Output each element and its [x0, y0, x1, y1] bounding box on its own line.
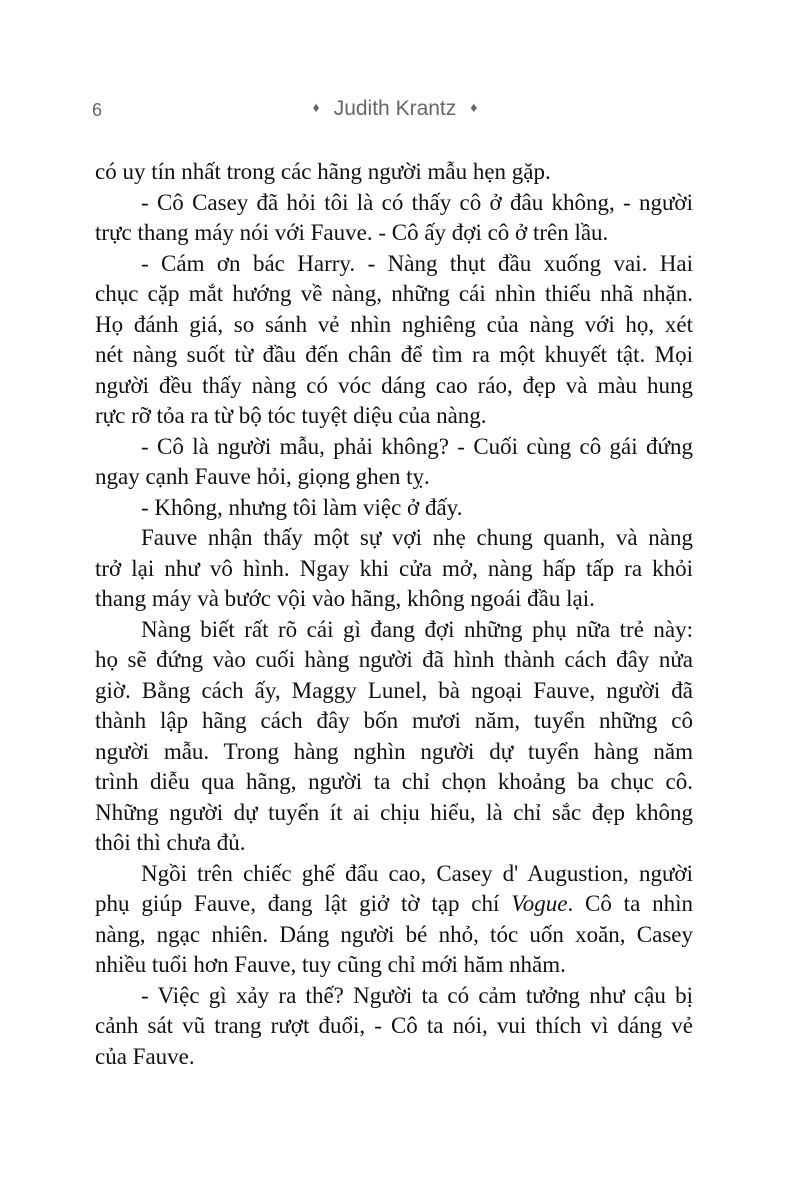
text-line	[95, 1011, 693, 1042]
line-text: trình diễu qua hãng, người ta chỉ chọn khoảng ba chục cô.	[95, 769, 693, 794]
line-text: Những người dự tuyển ít ai chịu hiểu, là chỉ sắc đẹp không	[95, 799, 693, 825]
line-text: trực thang máy nói với Fauve. - Cô ấy đợi cô ở trên lầu.	[95, 220, 609, 245]
text-line	[95, 249, 693, 280]
text-line	[95, 584, 693, 615]
text-line	[95, 859, 693, 890]
line-text: có uy tín nhất trong các hãng người mẫu hẹn gặp.	[95, 159, 551, 184]
line-text: chục cặp mắt hướng về nàng, những cái nhìn thiếu nhã nhặn.	[95, 281, 693, 306]
diamond-ornament-icon: ♦	[312, 99, 320, 115]
line-text: - Cô Casey đã hỏi tôi là có thấy cô ở đâu không, - người	[141, 189, 693, 215]
line-text: rực rỡ tỏa ra từ bộ tóc tuyệt diệu của nàng.	[95, 403, 487, 428]
line-text: trở lại như vô hình. Ngay khi cửa mở, nàng hấp tấp ra khỏi	[95, 555, 693, 581]
line-text: ngay cạnh Fauve hỏi, giọng ghen tỵ.	[95, 464, 430, 489]
body-text	[95, 157, 693, 1072]
italic-title: Vogue	[511, 891, 568, 916]
text-line	[95, 981, 693, 1012]
text-line	[95, 889, 693, 920]
text-line	[95, 920, 693, 951]
line-text: phụ giúp Fauve, đang lật giở tờ tạp chí	[95, 891, 512, 916]
line-text: họ sẽ đứng vào cuối hàng người đã hình thành cách đây nửa	[95, 647, 693, 672]
text-line	[95, 462, 693, 493]
line-text: - Không, nhưng tôi làm việc ở đấy.	[141, 494, 463, 520]
text-line	[95, 615, 693, 646]
text-line	[95, 706, 693, 737]
line-text: - Việc gì xảy ra thế? Người ta có cảm tưởng như cậu bị	[141, 982, 693, 1008]
line-text: . Cô ta nhìn	[567, 891, 693, 916]
line-text: Ngồi trên chiếc ghế đẩu cao, Casey d' Augustion, người	[141, 860, 693, 886]
text-line	[95, 279, 693, 310]
diamond-ornament-icon: ♦	[470, 99, 478, 115]
text-line	[95, 767, 693, 798]
text-line	[95, 157, 693, 188]
text-line	[95, 218, 693, 249]
line-text: nhiều tuổi hơn Fauve, tuy cũng chỉ mới hăm nhăm.	[95, 952, 566, 977]
line-text: Nàng biết rất rõ cái gì đang đợi những phụ nữa trẻ này:	[141, 616, 693, 642]
line-text: thang máy và bước vội vào hãng, không ngoái đầu lại.	[95, 586, 595, 611]
text-line	[95, 523, 693, 554]
text-line	[95, 188, 693, 219]
line-text: nét nàng suốt từ đầu đến chân để tìm ra một khuyết tật. Mọi	[95, 342, 693, 367]
text-line	[95, 401, 693, 432]
text-line	[95, 310, 693, 341]
line-text: người mẫu. Trong hàng nghìn người dự tuyển hàng năm	[95, 738, 693, 764]
line-text: người đều thấy nàng có vóc dáng cao ráo, đẹp và màu hung	[95, 372, 693, 398]
text-line	[95, 554, 693, 585]
text-line	[95, 798, 693, 829]
text-line	[95, 493, 693, 524]
text-line	[95, 432, 693, 463]
line-text: giờ. Bằng cách ấy, Maggy Lunel, bà ngoại Fauve, người đã	[95, 677, 693, 703]
running-header	[0, 97, 790, 121]
text-line	[95, 950, 693, 981]
line-text: thôi thì chưa đủ.	[95, 830, 246, 855]
text-line	[95, 371, 693, 402]
page-number: 6	[92, 100, 103, 120]
text-line	[95, 645, 693, 676]
line-text: thành lập hãng cách đây bốn mươi năm, tuyển những cô	[95, 708, 693, 733]
text-line	[95, 828, 693, 859]
line-text: - Cám ơn bác Harry. - Nàng thụt đầu xuống vai. Hai	[141, 250, 693, 276]
line-text: Họ đánh giá, so sánh vẻ nhìn nghiêng của nàng với họ, xét	[95, 311, 693, 337]
text-line	[95, 676, 693, 707]
line-text: cảnh sát vũ trang rượt đuổi, - Cô ta nói, vui thích vì dáng vẻ	[95, 1013, 693, 1038]
text-line	[95, 1042, 693, 1073]
text-line	[95, 737, 693, 768]
line-text: nàng, ngạc nhiên. Dáng người bé nhỏ, tóc uốn xoăn, Casey	[95, 921, 693, 947]
running-title: Judith Krantz	[333, 97, 457, 120]
line-text: - Cô là người mẫu, phải không? - Cuối cùng cô gái đứng	[141, 433, 693, 459]
text-line	[95, 340, 693, 371]
line-text: của Fauve.	[95, 1043, 195, 1069]
line-text: Fauve nhận thấy một sự vợi nhẹ chung quanh, và nàng	[141, 525, 693, 550]
